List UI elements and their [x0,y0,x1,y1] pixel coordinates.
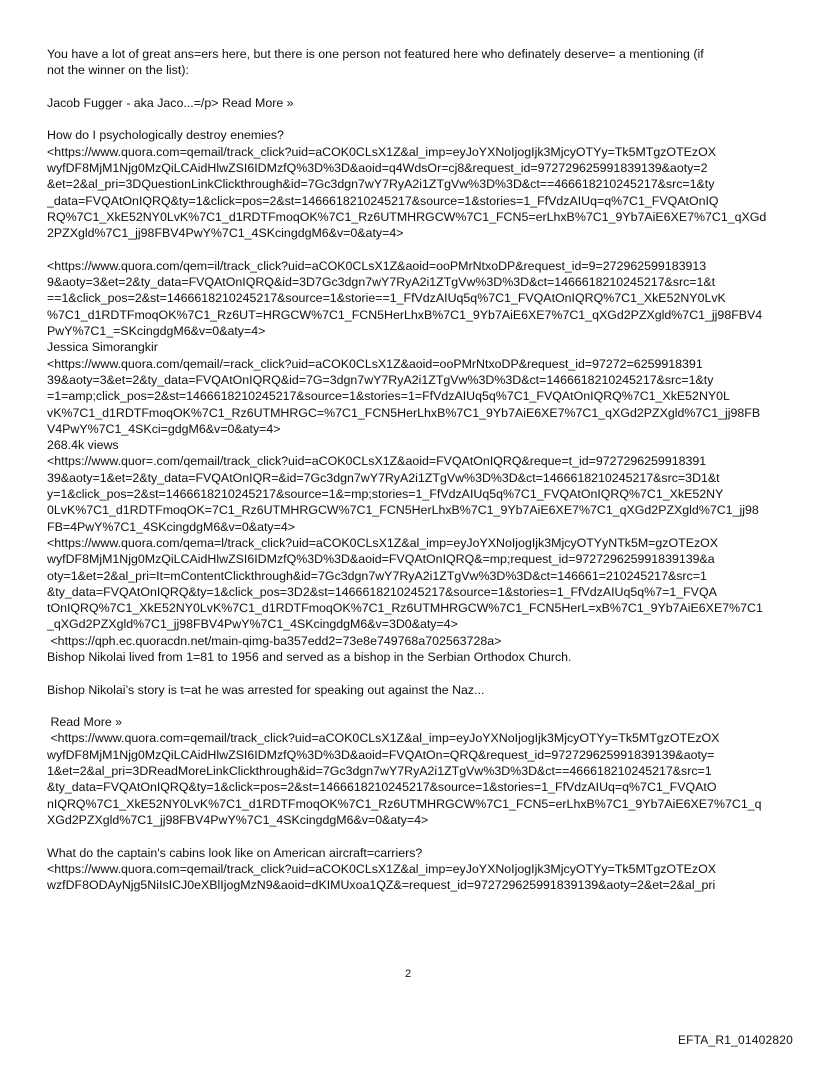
blank-line [47,665,769,681]
text-line: nIQRQ%7C1_XkE52NY0LvK%7C1_d1RDTFmoqOK%7C1_Rz6UTMHRGCW%7C1_FCN5=erLhxB%7C1_9Yb7AiE6XE7%7C1_q [47,796,762,811]
text-line: <https://www.quora.com=qemail/track_click?uid=aCOK0CLsX1Z&al_imp=eyJoYXNoIjogIjk3MjcyOTYy=Tk5MTgzOTEzOX [47,861,717,876]
text-line: <https://www.quora.com/qem=il/track_click?uid=aCOK0CLsX1Z&aoid=ooPMrNtxoDP&request_id=9=272962599183913 [47,258,707,273]
text-line: wyfDF8MjM1Njg0MzQiLCAidHlwZSI6IDMzfQ%3D%3D&aoid=FVQAtOnIQRQ&=mp;request_id=972729625991839139&a [47,552,715,567]
text-line: &ty_data=FVQAtOnIQRQ&ty=1&click_pos=3D2&st=1466618210245217&source=1&stories=1_FfVdzAIUq5q%7=1_FVQA [47,584,717,599]
text-line: 0LvK%7C1_d1RDTFmoqOK=7C1_Rz6UTMHRGCW%7C1_FCN5HerLhxB%7C1_9Yb7AiE6XE7%7C1_qXGd2PZXgld%7C1_jj98 [47,503,759,518]
text-line: 9&aoty=3&et=2&ty_data=FVQAtOnIQRQ&id=3D7Gc3dgn7wY7RyA2i1ZTgVw%3D%3D&ct=1466618210245217&src=1&t [47,275,716,290]
bates-number: EFTA_R1_01402820 [677,1033,793,1047]
blank-line [47,828,769,844]
text-line: &et=2&al_pri=3DQuestionLinkClickthrough&id=7Gc3dgn7wY7RyA2i1ZTgVw%3D%3D&ct==466618210245217&src=1&ty [47,177,715,192]
text-line: 1&et=2&al_pri=3DReadMoreLinkClickthrough&id=7Gc3dgn7wY7RyA2i1ZTgVw%3D%3D&ct==466618210245217&src=1 [47,764,712,779]
blank-line [47,79,769,95]
text-line: You have a lot of great ans=ers here, but there is one person not featured here who definately deserve= a mentioning (if [47,47,704,61]
text-line: Jessica Simorangkir [47,340,158,355]
text-line: <https://www.quora.com/qemail/=rack_click?uid=aCOK0CLsX1Z&aoid=ooPMrNtxoDP&request_id=97272=6259918391 [47,356,703,371]
text-line: 268.4k views [47,438,119,453]
document-body [47,46,769,893]
text-line: not the winner on the list): [47,63,189,78]
text-line: %7C1_d1RDTFmoqOK%7C1_Rz6UT=HRGCW%7C1_FCN5HerLhxB%7C1_9Yb7AiE6XE7%7C1_qXGd2PZXgld%7C1_jj98FBV4 [47,307,763,322]
text-line: <https://www.quora.com=qemail/track_click?uid=aCOK0CLsX1Z&al_imp=eyJoYXNoIjogIjk3MjcyOTYy=Tk5MTgzOTEzOX [47,144,717,159]
text-line: wyfDF8MjM1Njg0MzQiLCAidHlwZSI6IDMzfQ%3D%3D&aoid=FVQAtOn=QRQ&request_id=972729625991839139&aoty= [47,747,715,762]
text-line: V4PwY%7C1_4SKci=gdgM6&v=0&aty=4> [47,421,281,436]
text-line: oty=1&et=2&al_pri=It=mContentClickthrough&id=7Gc3dgn7wY7RyA2i1ZTgVw%3D%3D&ct=146661=210245217&src=1 [47,568,707,583]
text-line: tOnIQRQ%7C1_XkE52NY0LvK%7C1_d1RDTFmoqOK%7C1_Rz6UTMHRGCW%7C1_FCN5HerL=xB%7C1_9Yb7AiE6XE7%7C1 [47,601,763,616]
text-line: How do I psychologically destroy enemies? [47,128,284,143]
blank-line [47,242,769,258]
text-line: =1=amp;click_pos=2&st=1466618210245217&source=1&stories=1=FfVdzAIUq5q%7C1_FVQAtOnIQRQ%7C1_XkE52NY0L [47,389,730,404]
text-line: _data=FVQAtOnIQRQ&ty=1&click=pos=2&st=1466618210245217&source=1&stories=1_FfVdzAIUq=q%7C1_FVQAtOnIQ [47,193,719,208]
text-line: <https://qph.ec.quoracdn.net/main-qimg-ba357edd2=73e8e749768a702563728a> [47,633,502,648]
text-line: What do the captain's cabins look like on American aircraft=carriers? [47,845,423,860]
text-line: wzfDF8ODAyNjg5NiIsICJ0eXBlIjogMzN9&aoid=dKIMUxoa1QZ&=request_id=972729625991839139&aoty=2&et=2&al_pri [47,878,716,893]
text-line: XGd2PZXgld%7C1_jj98FBV4PwY%7C1_4SKcingdgM6&v=0&aty=4> [47,812,429,827]
text-line: _qXGd2PZXgld%7C1_jj98FBV4PwY%7C1_4SKcingdgM6&v=3D0&aty=4> [47,617,458,632]
text-line: 2PZXgld%7C1_jj98FBV4PwY%7C1_4SKcingdgM6&v=0&aty=4> [47,226,404,241]
text-line: 39&aoty=3&et=2&ty_data=FVQAtOnIQRQ&id=7G=3dgn7wY7RyA2i1ZTgVw%3D%3D&ct=1466618210245217&src=1&ty [47,372,714,387]
text-line: wyfDF8MjM1Njg0MzQiLCAidHlwZSI6IDMzfQ%3D%3D&aoid=q4WdsOr=cj8&request_id=972729625991839139&aoty=2 [47,161,708,176]
text-line: Bishop Nikolai lived from 1=81 to 1956 and served as a bishop in the Serbian Orthodox Church. [47,649,572,664]
text-line: y=1&click_pos=2&st=1466618210245217&source=1&=mp;stories=1_FfVdzAIUq5q%7C1_FVQAtOnIQRQ%7C1_XkE52NY [47,487,724,502]
text-line: 39&aoty=1&et=2&ty_data=FVQAtOnIQR=&id=7Gc3dgn7wY7RyA2i1ZTgVw%3D%3D&ct=1466618210245217&src=3D1&t [47,470,720,485]
text-line: <https://www.quora.com=qemail/track_click?uid=aCOK0CLsX1Z&al_imp=eyJoYXNoIjogIjk3MjcyOTYy=Tk5MTgzOTEzOX [47,731,720,746]
text-line: FB=4PwY%7C1_4SKcingdgM6&v=0&aty=4> [47,519,295,534]
text-line: ==1&click_pos=2&st=1466618210245217&source=1&storie==1_FfVdzAIUq5q%7C1_FVQAtOnIQRQ%7C1_XkE52NY0LvK [47,291,726,306]
text-line: Read More » [47,715,123,730]
text-line: PwY%7C1_=SKcingdgM6&v=0&aty=4> [47,324,266,339]
text-line: &ty_data=FVQAtOnIQRQ&ty=1&click=pos=2&st=1466618210245217&source=1&stories=1_FfVdzAIUq=q%7C1_FVQAtO [47,780,717,795]
blank-line [47,698,769,714]
text-line: <https://www.quor=.com/qemail/track_click?uid=aCOK0CLsX1Z&aoid=FVQAtOnIQRQ&reque=t_id=9727296259918391 [47,454,707,469]
page-number: 2 [404,968,412,980]
text-line: vK%7C1_d1RDTFmoqOK%7C1_Rz6UTMHRGC=%7C1_FCN5HerLhxB%7C1_9Yb7AiE6XE7%7C1_qXGd2PZXgld%7C1_jj98FB [47,405,761,420]
text-line: RQ%7C1_XkE52NY0LvK%7C1_d1RDTFmoqOK%7C1_Rz6UTMHRGCW%7C1_FCN5=erLhxB%7C1_9Yb7AiE6XE7%7C1_qXGd [47,209,767,224]
blank-line [47,111,769,127]
text-line: <https://www.quora.com/qema=l/track_click?uid=aCOK0CLsX1Z&al_imp=eyJoYXNoIjogIjk3MjcyOTYyNTk5M=gzOTEzOX [47,535,719,550]
text-line: Jacob Fugger - aka Jaco...=/p> Read More » [47,95,294,110]
text-line: Bishop Nikolai’s story is t=at he was arrested for speaking out against the Naz... [47,682,485,697]
